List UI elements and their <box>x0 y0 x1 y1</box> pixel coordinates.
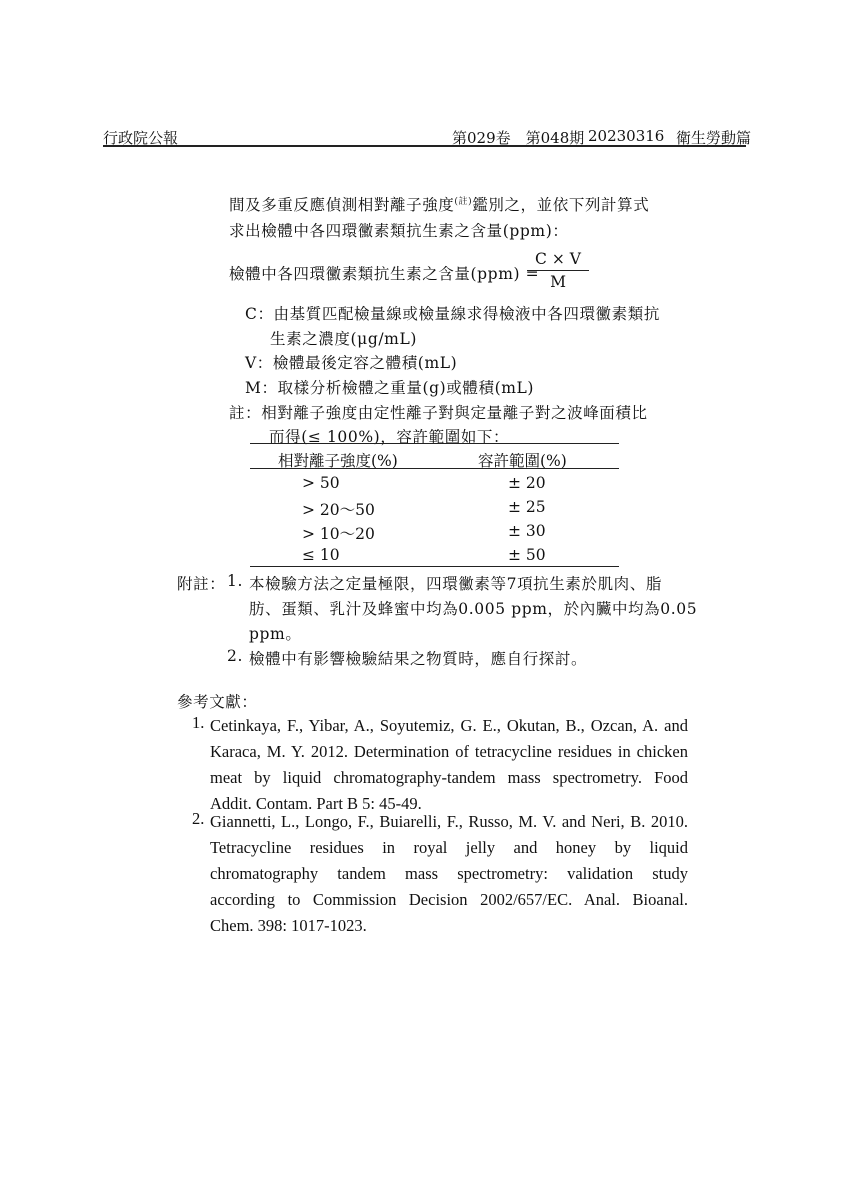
formula-denominator: M <box>550 273 566 291</box>
formula-lhs: 檢體中各四環黴素類抗生素之含量(ppm) = <box>229 265 540 283</box>
intro-line-1-post: 鑑別之，並依下列計算式 <box>472 196 650 214</box>
table-row-4-intensity: ≤ 10 <box>302 546 340 564</box>
reference-1-line-4: Addit. Contam. Part B 5: 45-49. <box>210 794 422 813</box>
def-c-line-1: C：由基質匹配檢量線或檢量線求得檢液中各四環黴素類抗 <box>245 305 660 323</box>
table-row-2-tolerance: ± 25 <box>508 498 546 516</box>
reference-2-line-5: Chem. 398: 1017-1023. <box>210 916 367 935</box>
issue-number: 第029卷 第048期 <box>452 129 585 147</box>
issue-date: 20230316 <box>588 127 665 145</box>
table-row-4-tolerance: ± 50 <box>508 546 546 564</box>
table-row-1-intensity: > 50 <box>302 474 340 492</box>
intro-line-1-pre: 間及多重反應偵測相對離子強度 <box>229 196 455 214</box>
table-top-rule <box>250 443 619 444</box>
table-row-2-intensity: > 20～50 <box>302 501 375 519</box>
references-title: 參考文獻： <box>177 693 258 711</box>
reference-1-line-3: meat by liquid chromatography-tandem mass spectrometry. Food <box>210 768 688 787</box>
reference-2-line-4: according to Commission Decision 2002/657/EC. Anal. Bioanal. <box>210 890 688 909</box>
def-m: M：取樣分析檢體之重量(g)或體積(mL) <box>245 379 535 397</box>
note-line-2: 而得(≤ 100%)，容許範圍如下： <box>269 428 510 446</box>
table-header-rule <box>250 468 619 469</box>
def-v: V：檢體最後定容之體積(mL) <box>245 354 458 372</box>
intro-line-1 <box>229 193 649 215</box>
appendix-item-1-line-1: 本檢驗方法之定量極限，四環黴素等7項抗生素於肌肉、脂 <box>249 575 662 593</box>
appendix-item-2-line-1: 檢體中有影響檢驗結果之物質時，應自行探討。 <box>249 650 588 668</box>
table-row-1-tolerance: ± 20 <box>508 474 546 492</box>
appendix-item-1-line-3: ppm。 <box>249 625 302 643</box>
formula-fraction <box>527 250 589 291</box>
appendix-item-2-number: 2. <box>227 647 243 665</box>
table-bottom-rule <box>250 566 619 567</box>
table-row-3-intensity: > 10～20 <box>302 525 375 543</box>
header-rule <box>103 145 746 147</box>
reference-2-number: 2. <box>192 809 205 828</box>
reference-1 <box>210 713 688 817</box>
formula-numerator: C × V <box>527 250 589 271</box>
note-marker: (註) <box>454 197 473 207</box>
table-header-intensity: 相對離子強度(%) <box>278 452 398 470</box>
reference-2 <box>210 809 688 939</box>
def-c-line-2: 生素之濃度(μg/mL) <box>270 330 418 348</box>
publisher-name: 行政院公報 <box>103 129 179 147</box>
reference-2-line-1: Giannetti, L., Longo, F., Buiarelli, F., Russo, M. V. and Neri, B. 2010. <box>210 812 688 831</box>
appendix-item-1-line-2: 肪、蛋類、乳汁及蜂蜜中均為0.005 ppm，於內臟中均為0.05 <box>249 600 698 618</box>
table-row-3-tolerance: ± 30 <box>508 522 546 540</box>
reference-1-line-1: Cetinkaya, F., Yibar, A., Soyutemiz, G. E., Okutan, B., Ozcan, A. and <box>210 716 688 735</box>
reference-2-line-2: Tetracycline residues in royal jelly and honey by liquid <box>210 838 688 857</box>
reference-1-number: 1. <box>192 713 205 732</box>
intro-line-2: 求出檢體中各四環黴素類抗生素之含量(ppm)： <box>229 222 569 240</box>
reference-1-line-2: Karaca, M. Y. 2012. Determination of tetracycline residues in chicken <box>210 742 688 761</box>
appendix-item-1-number: 1. <box>227 572 243 590</box>
appendix-label: 附註： <box>177 575 226 593</box>
reference-2-line-3: chromatography tandem mass spectrometry: validation study <box>210 864 688 883</box>
table-header-tolerance: 容許範圍(%) <box>478 452 567 470</box>
note-line-1: 註：相對離子強度由定性離子對與定量離子對之波峰面積比 <box>229 404 648 422</box>
section-name: 衛生勞動篇 <box>676 129 752 147</box>
